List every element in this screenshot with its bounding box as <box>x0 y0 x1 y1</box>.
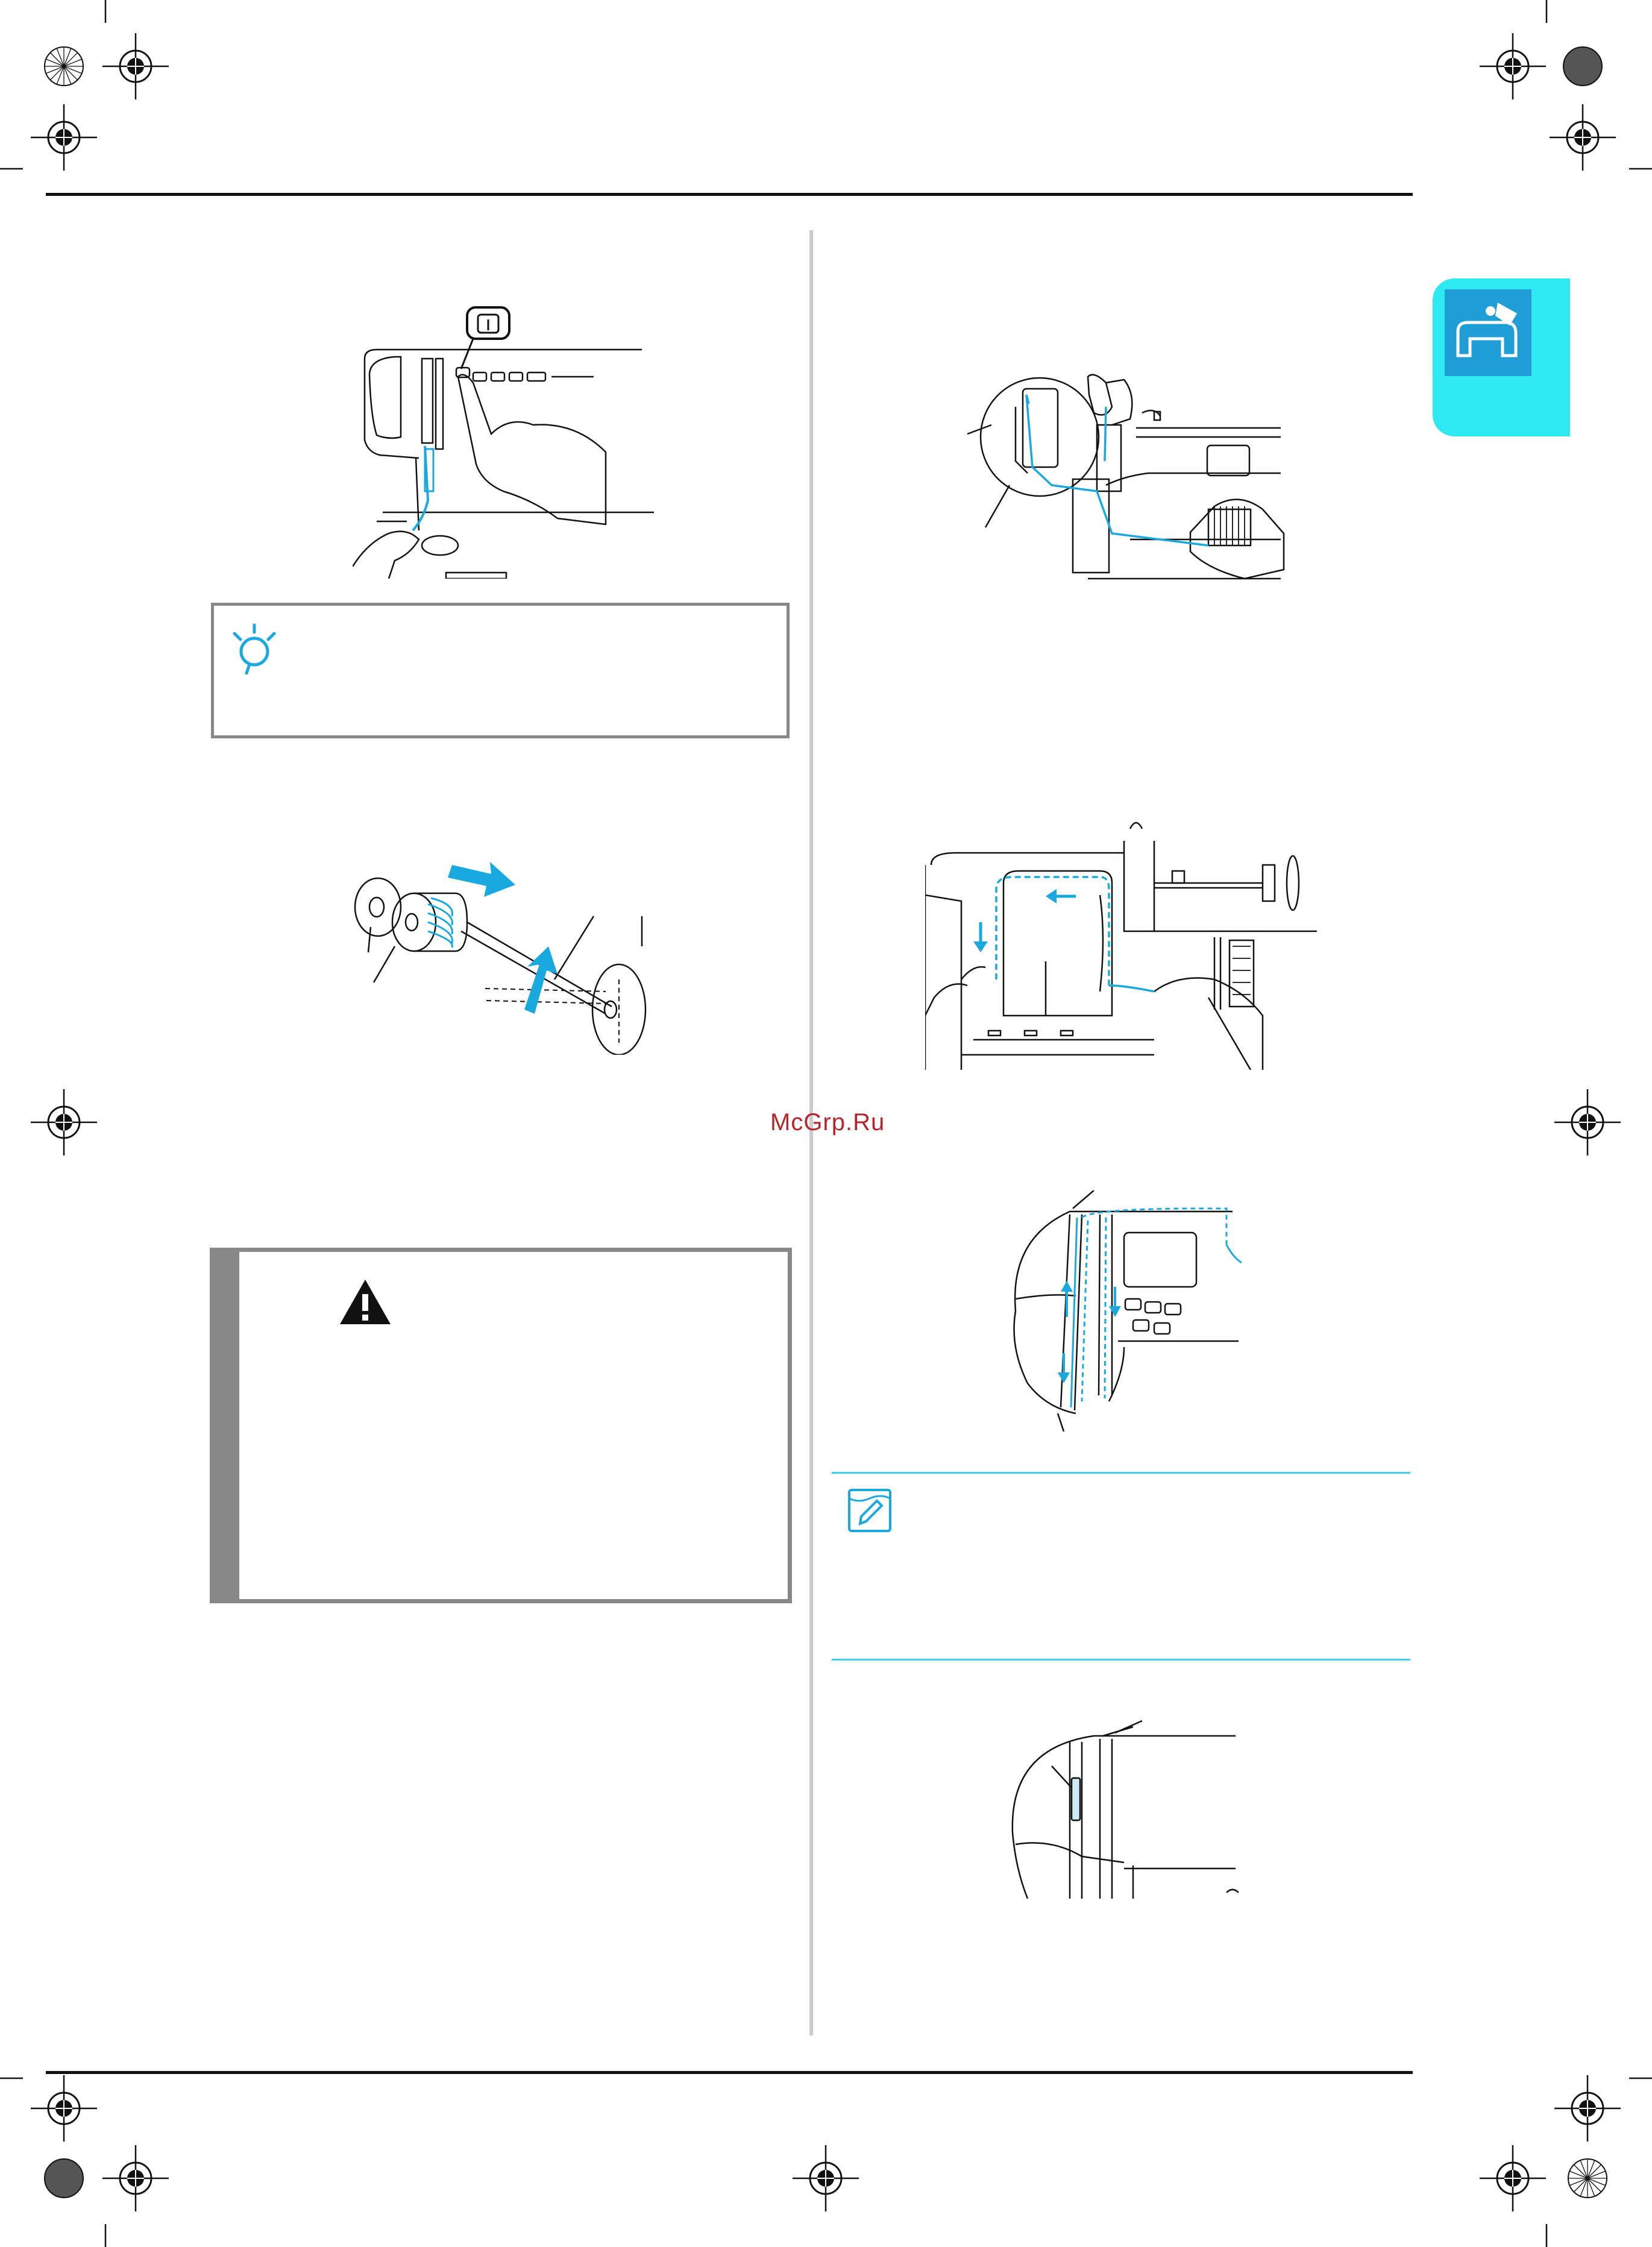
sewing-machine-icon <box>1445 289 1531 376</box>
take-up-lever-illustration <box>1003 1718 1245 1899</box>
note-box <box>211 603 790 738</box>
needle-position-illustration <box>353 301 654 579</box>
chapter-side-tab <box>1433 278 1570 436</box>
warning-triangle-icon <box>338 1277 393 1327</box>
header-rule <box>46 193 1413 196</box>
thread-guide-illustration <box>955 371 1293 588</box>
caution-bar <box>214 1252 239 1599</box>
pencil-memo-icon <box>847 1488 893 1533</box>
caution-box <box>210 1248 792 1603</box>
footer-rule <box>46 2071 1413 2074</box>
threading-path-illustration <box>1003 1190 1245 1431</box>
spool-pin-illustration <box>347 856 648 1055</box>
pretension-disk-illustration <box>925 817 1317 1070</box>
memo-top-line <box>832 1472 1410 1474</box>
memo-bottom-line <box>832 1659 1410 1661</box>
lightbulb-icon <box>228 623 280 674</box>
watermark-text: McGrp.Ru <box>770 1109 885 1136</box>
